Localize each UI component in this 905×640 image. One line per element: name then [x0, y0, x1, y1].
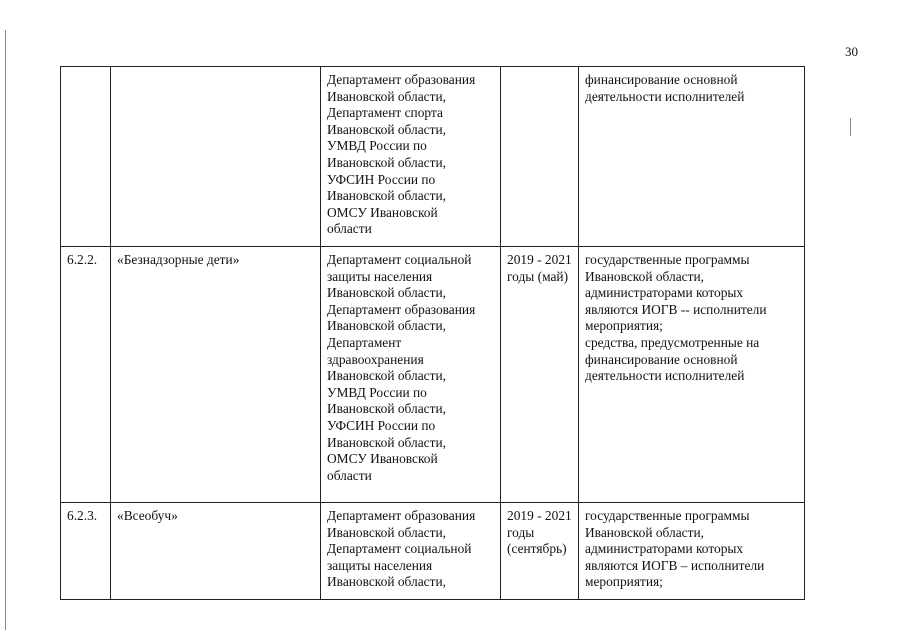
table-row: [61, 503, 805, 600]
executors-cell: Департамент образования Ивановской области, Департамент спорта Ивановской области, УМВД России по Ивановской области, УФСИН России по Ивановской области, ОМСУ Ивановской области: [321, 67, 501, 247]
item-number-cell: [61, 67, 111, 247]
term-cell: [501, 67, 579, 247]
financing-cell: финансирование основной деятельности исполнителей: [579, 67, 805, 247]
executors-cell: Департамент образования Ивановской области, Департамент социальной защиты населения Ивановской области,: [321, 503, 501, 600]
item-number-cell: 6.2.3.: [61, 503, 111, 600]
measure-name-cell: «Безнадзорные дети»: [111, 247, 321, 503]
table-row: [61, 247, 805, 503]
term-cell: 2019 - 2021 годы (сентябрь): [501, 503, 579, 600]
measure-name-cell: [111, 67, 321, 247]
scan-margin-line: [5, 30, 6, 630]
table-row: [61, 67, 805, 247]
financing-cell: государственные программы Ивановской области, администраторами которых являются ИОГВ -- исполнители мероприятия; средства, предусмотренные на финансирование основной деятельности исполнителей: [579, 247, 805, 503]
item-number-cell: 6.2.2.: [61, 247, 111, 503]
financing-cell: государственные программы Ивановской области, администраторами которых являются ИОГВ – исполнители мероприятия;: [579, 503, 805, 600]
page-number: 30: [845, 44, 858, 59]
measures-table: [60, 66, 805, 600]
executors-cell: Департамент социальной защиты населения Ивановской области, Департамент образования Ивановской области, Департамент здравоохранения Ивановской области, УМВД России по Ивановской области, УФСИН России по Ивановской области, ОМСУ Ивановской области: [321, 247, 501, 503]
term-cell: 2019 - 2021 годы (май): [501, 247, 579, 503]
measure-name-cell: «Всеобуч»: [111, 503, 321, 600]
scan-edge-mark: [850, 118, 851, 136]
